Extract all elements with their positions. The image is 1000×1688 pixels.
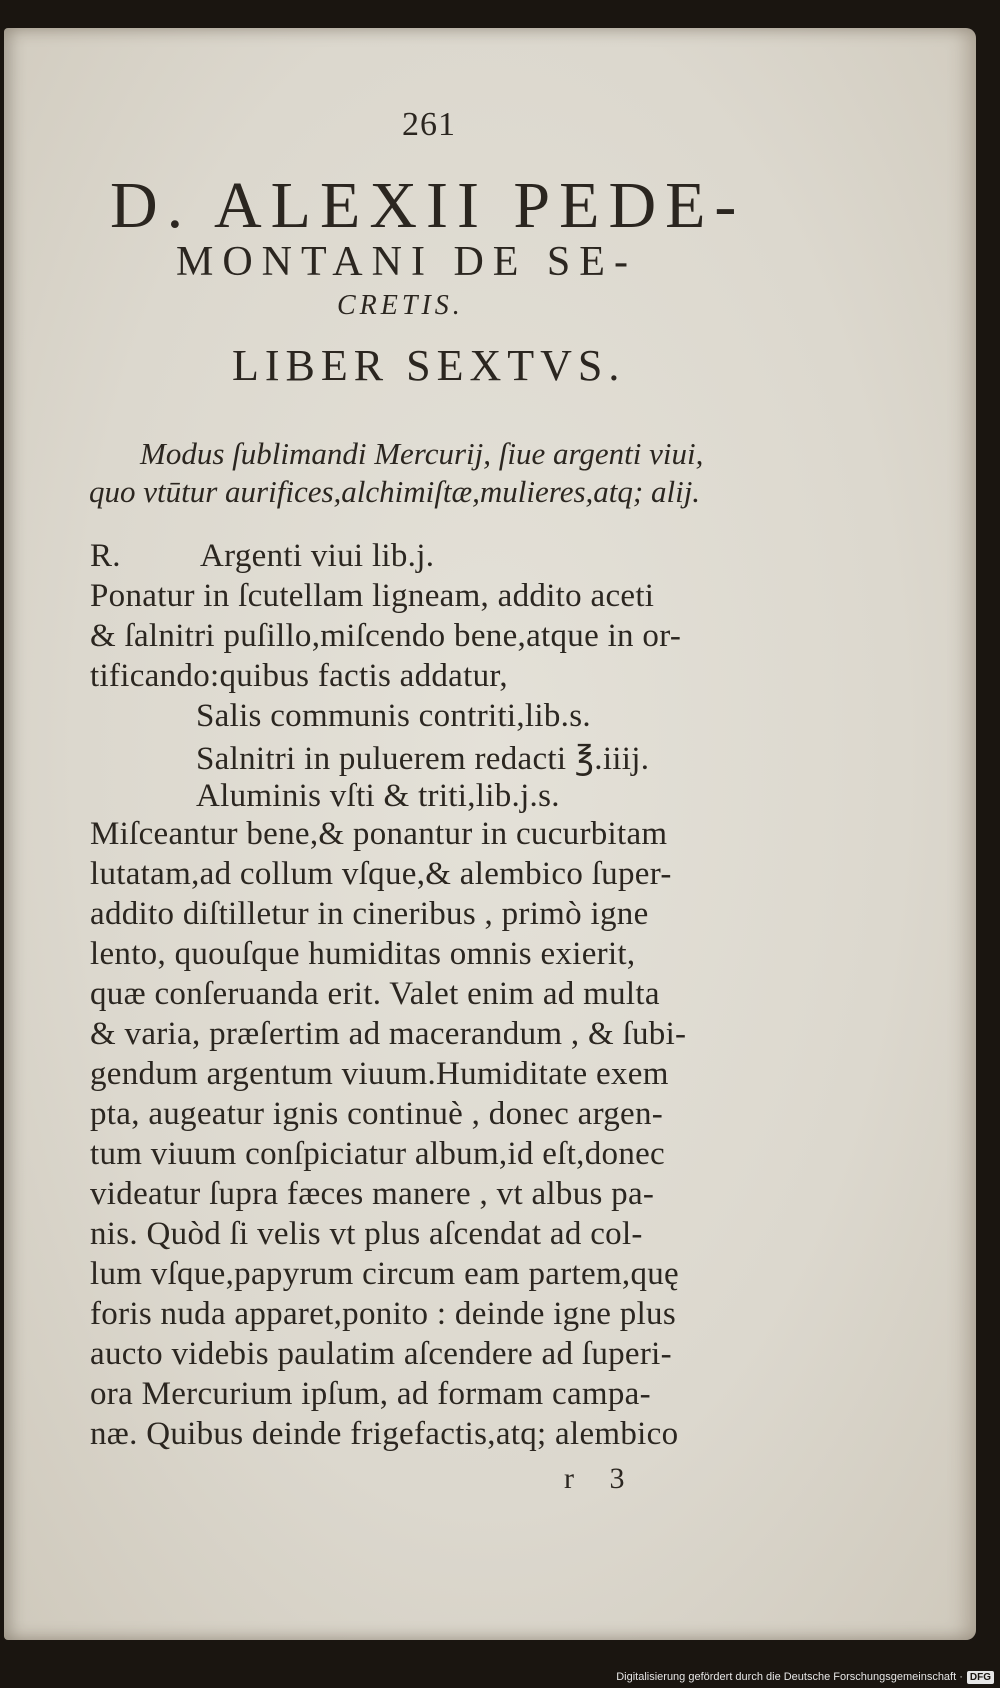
text-line: & ſalnitri puſillo,miſcendo bene,atque in or-	[90, 618, 682, 654]
digitization-footer	[616, 1668, 994, 1686]
body-line: ora Mercurium ipſum, ad formam campa-	[90, 1376, 651, 1412]
recipe-heading-line-1: Modus ſublimandi Mercurij, ſiue argenti viui,	[140, 436, 704, 471]
ingredient-line: Salnitri in puluerem redacti ℥.iiij.	[196, 741, 650, 777]
body-line: lento, quouſque humiditas omnis exierit,	[90, 936, 636, 972]
page-number: 261	[402, 106, 456, 143]
recipe-first-ingredient: Argenti viui lib.j.	[200, 538, 435, 574]
body-line: quæ conſeruanda erit. Valet enim ad multa	[90, 976, 660, 1012]
body-line: & varia, præſertim ad macerandum , & ſubi-	[90, 1016, 687, 1052]
body-line: addito diſtilletur in cineribus , primò igne	[90, 896, 649, 932]
body-line: lutatam,ad collum vſque,& alembico ſuper-	[90, 856, 672, 892]
body-line: nis. Quòd ſi velis vt plus aſcendat ad col-	[90, 1216, 643, 1252]
text-line: tificando:quibus factis addatur,	[90, 658, 508, 694]
body-line: pta, augeatur ignis continuè , donec argen-	[90, 1096, 664, 1132]
body-line: Miſceantur bene,& ponantur in cucurbitam	[90, 816, 668, 852]
title-line-2: MONTANI DE SE-	[176, 239, 637, 285]
body-line: næ. Quibus deinde frigefactis,atq; alembico	[90, 1416, 679, 1452]
title-line-3: CRETIS.	[337, 290, 464, 321]
book-heading: LIBER SEXTVS.	[232, 341, 626, 390]
footer-credit: Digitalisierung gefördert durch die Deutsche Forschungsgemeinschaft ·	[616, 1671, 963, 1683]
ingredient-line: Aluminis vſti & triti,lib.j.s.	[196, 778, 560, 814]
ingredient-line: Salis communis contriti,lib.s.	[196, 698, 591, 734]
body-line: lum vſque,papyrum circum eam partem,quę	[90, 1256, 680, 1292]
signature-mark: r 3	[564, 1462, 639, 1495]
body-line: tum viuum conſpiciatur album,id eſt,donec	[90, 1136, 666, 1172]
body-line: aucto videbis paulatim aſcendere ad ſuperi-	[90, 1336, 672, 1372]
body-line: foris nuda apparet,ponito : deinde igne plus	[90, 1296, 676, 1332]
dfg-logo-icon: DFG	[967, 1671, 994, 1684]
text-line: Ponatur in ſcutellam ligneam, addito aceti	[90, 578, 655, 614]
book-page	[4, 28, 976, 1640]
title-line-1: D. ALEXII PEDE-	[110, 169, 746, 242]
recipe-mark: R.	[90, 538, 121, 574]
body-line: gendum argentum viuum.Humiditate exem	[90, 1056, 669, 1092]
recipe-heading-line-2: quo vtūtur aurifices,alchimiſtæ,mulieres,atq; alij.	[89, 474, 701, 509]
body-line: videatur ſupra fæces manere , vt albus pa-	[90, 1176, 655, 1212]
